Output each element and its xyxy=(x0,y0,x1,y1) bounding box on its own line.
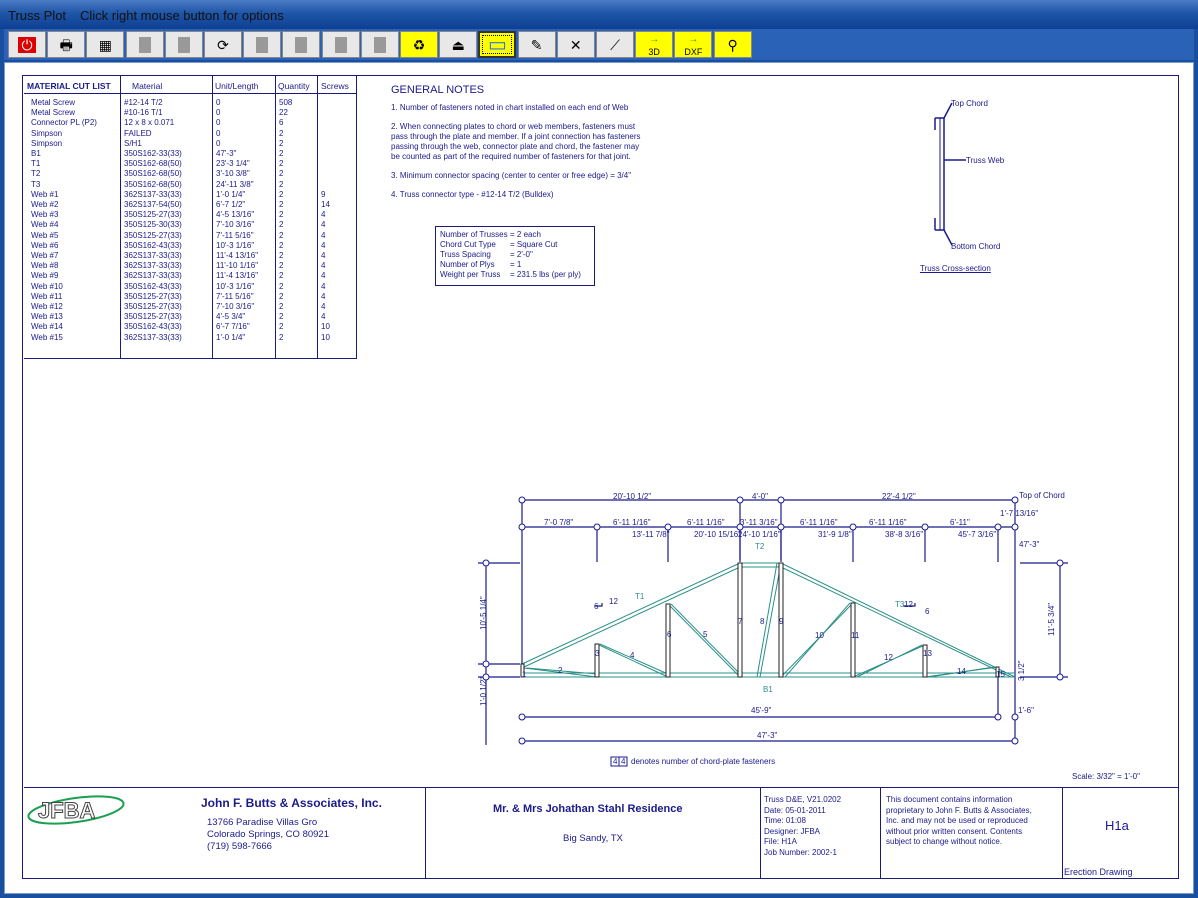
material-cell: 47'-3" xyxy=(216,149,237,158)
web-number: 1 xyxy=(522,670,527,679)
window-hint: Click right mouse button for options xyxy=(80,8,284,23)
material-cell: 7'-10 3/16" xyxy=(216,220,255,230)
material-header-title: MATERIAL CUT LIST xyxy=(27,81,111,91)
material-cell: 4 xyxy=(321,251,326,260)
info-designer: Designer: JFBA xyxy=(764,826,821,836)
svg-text:JFBA: JFBA xyxy=(38,798,96,823)
notes-title: GENERAL NOTES xyxy=(391,84,485,96)
pitch-run-left: 12 xyxy=(609,597,618,606)
material-cell: 24'-11 3/8" xyxy=(216,179,254,189)
summary-cell: Number of Plys xyxy=(440,260,495,269)
dim-cumulative: 24'-10 1/16" xyxy=(738,530,781,539)
summary-cell: = Square Cut xyxy=(510,240,558,249)
material-cell: 2 xyxy=(279,179,284,189)
note-4: 4. Truss connector type - #12-14 T/2 (Bulldex) xyxy=(391,190,554,199)
pitch-rise-right: 6 xyxy=(925,607,930,616)
material-header-quantity: Quantity xyxy=(278,81,310,91)
material-cell: 350S162-68(50) xyxy=(124,179,182,189)
info-version: Truss D&E, V21.0202 xyxy=(764,795,842,804)
material-cell: 2 xyxy=(279,128,284,138)
web-number: 9 xyxy=(779,617,784,626)
member-t3: T3 xyxy=(895,600,905,609)
material-cell: T2 xyxy=(31,169,41,179)
material-cell: 12 x 8 x 0.071 xyxy=(124,118,175,128)
web-number: 3 xyxy=(595,649,600,658)
material-cell: Simpson xyxy=(31,128,63,138)
dim-span-inner: 45'-9" xyxy=(751,706,772,715)
toolbar-button-label: DXF xyxy=(684,46,703,57)
material-cell: Simpson xyxy=(31,138,63,148)
material-cell: 10 xyxy=(321,322,330,332)
material-cell: 2 xyxy=(279,332,284,342)
graph-icon: ⟋ xyxy=(610,36,620,53)
dim-cumulative: 38'-8 3/16" xyxy=(885,530,924,539)
material-cell: Web #2 xyxy=(31,200,59,209)
material-cell: 4'-5 3/4" xyxy=(216,312,246,322)
web-number: 14 xyxy=(957,667,966,676)
material-cell: 4'-5 13/16" xyxy=(216,210,255,220)
material-cell: 350S162-68(50) xyxy=(124,159,182,169)
pin-icon: ✕ xyxy=(569,36,582,53)
note-2: 2. When connecting plates to chord or web members, fasteners must pass through the plate and member. If a joint connection has fasteners passing through the web, connector plate and chord, the fastener may be counted as part of the required number of fasteners for that joint. xyxy=(391,122,641,161)
material-cell: 2 xyxy=(279,149,284,158)
scale-label: Scale: 3/32" = 1'-0" xyxy=(1072,772,1140,781)
web-number: 8 xyxy=(760,617,765,626)
refresh-icon: ⟳ xyxy=(217,36,229,53)
legend-text: denotes number of chord-plate fasteners xyxy=(631,757,776,766)
material-cell: 2 xyxy=(279,220,284,230)
material-cell: 350S125-27(33) xyxy=(124,291,182,301)
material-cell: 6 xyxy=(279,118,284,128)
material-cell: 362S137-33(33) xyxy=(124,332,182,342)
dim-cumulative: 20'-10 15/16" xyxy=(694,530,742,539)
material-cell: #12-14 T/2 xyxy=(124,98,163,107)
material-cell: Web #14 xyxy=(31,322,63,332)
material-cell: 14 xyxy=(321,200,330,209)
material-cell: 2 xyxy=(279,312,284,322)
legend-box-b: 4 xyxy=(621,757,626,766)
disclaimer: This document contains information proprietary to John F. Butts & Associates, Inc. and may not be used or reproduced without prior written consent. Contents subject to change without notice. xyxy=(886,795,1032,846)
material-cell: 7'-10 3/16" xyxy=(216,302,255,311)
sheet-type: Erection Drawing xyxy=(1064,867,1133,877)
window-title: Truss Plot xyxy=(8,8,67,23)
material-cell: 10 xyxy=(321,332,330,342)
material-cell: Web #13 xyxy=(31,312,63,322)
edit-icon: ✎ xyxy=(530,36,543,53)
material-cell: 10'-3 1/16" xyxy=(216,281,255,291)
material-cell: 0 xyxy=(216,138,221,148)
material-cell: #10-16 T/1 xyxy=(124,108,163,118)
address-line-2: Colorado Springs, CO 80921 xyxy=(207,829,329,840)
dim-cumulative: 13'-11 7/8" xyxy=(632,530,670,539)
magnifier-icon: ⚲ xyxy=(727,36,738,53)
dim-left-heel: 1'-0 1/2" xyxy=(479,676,488,706)
phone: (719) 598-7666 xyxy=(207,841,272,852)
summary-cell: Number of Trusses xyxy=(440,230,508,239)
material-cell: 2 xyxy=(279,271,284,281)
web-number: 5 xyxy=(703,630,708,639)
material-cell: 11'-10 1/16" xyxy=(216,261,259,271)
document-icon: ▭ xyxy=(487,33,507,56)
dim-top-left: 20'-10 1/2" xyxy=(613,492,652,501)
info-date: Date: 05-01-2011 xyxy=(764,805,826,815)
material-cell: 2 xyxy=(279,281,284,291)
material-cell: T3 xyxy=(31,179,41,189)
label-top-chord: Top Chord xyxy=(951,99,988,108)
calculator-icon: ▦ xyxy=(98,36,112,53)
summary-cell: = 1 xyxy=(510,260,522,269)
drawing-info xyxy=(764,795,841,858)
top-of-chord-label: Top of Chord xyxy=(1019,491,1065,500)
web-number: 6 xyxy=(667,630,672,639)
material-header-material: Material xyxy=(132,81,163,91)
material-cell: Metal Screw xyxy=(31,108,76,118)
material-cell: Web #11 xyxy=(31,291,63,301)
project-location: Big Sandy, TX xyxy=(563,833,623,844)
web-number: 15 xyxy=(996,670,1005,679)
label-truss-web: Truss Web xyxy=(966,156,1005,165)
material-cell: 4 xyxy=(321,220,326,230)
summary-cell: Chord Cut Type xyxy=(440,240,496,249)
dim-cumulative: 31'-9 1/8" xyxy=(818,530,852,539)
material-cell: 2 xyxy=(279,251,284,260)
material-cell: 0 xyxy=(216,108,221,118)
pitch-run-right: 12 xyxy=(904,600,913,609)
material-cell: B1 xyxy=(31,149,41,158)
material-cell: 4 xyxy=(321,271,326,281)
material-cell: 10'-3 1/16" xyxy=(216,240,255,250)
material-cell: 2 xyxy=(279,138,284,148)
material-cell: 350S162-43(33) xyxy=(124,281,182,291)
dim-panel: 6'-11" xyxy=(950,518,970,527)
jfba-logo xyxy=(26,790,131,830)
export-3d-icon: → xyxy=(649,33,660,45)
material-cell: 4 xyxy=(321,302,326,311)
summary-cell: = 2 each xyxy=(510,230,541,239)
web-number: 7 xyxy=(738,617,743,626)
web-number: 11 xyxy=(851,631,860,640)
dim-right-offset: 1'-7 13/16" xyxy=(1000,509,1039,518)
material-cell: 1'-0 1/4" xyxy=(216,189,246,199)
info-job: Job Number: 2002-1 xyxy=(764,847,837,857)
note-1: 1. Number of fasteners noted in chart installed on each end of Web xyxy=(391,103,629,112)
dim-left-height: 10'-5 1/4" xyxy=(479,596,488,630)
label-bottom-chord: Bottom Chord xyxy=(951,242,1001,251)
material-cell: 4 xyxy=(321,312,326,322)
summary-cell: Truss Spacing xyxy=(440,250,491,259)
web-number: 12 xyxy=(884,653,893,662)
project-name: Mr. & Mrs Johathan Stahl Residence xyxy=(493,803,683,815)
company-name: John F. Butts & Associates, Inc. xyxy=(201,796,382,810)
material-cell: 4 xyxy=(321,240,326,250)
dim-right-heel: 3 1/2" xyxy=(1017,660,1026,681)
dim-right-height: 11'-5 3/4" xyxy=(1047,602,1056,636)
material-cell: Web #8 xyxy=(31,261,59,271)
material-header-screws: Screws xyxy=(321,81,349,91)
material-cell: 362S137-33(33) xyxy=(124,251,182,260)
material-cell: 350S162-33(33) xyxy=(124,149,182,158)
material-cell: 350S125-30(33) xyxy=(124,220,182,230)
material-cell: 11'-4 13/16" xyxy=(216,271,259,281)
summary-cell: = 231.5 lbs (per ply) xyxy=(510,270,581,279)
info-time: Time: 01:08 xyxy=(764,816,806,825)
material-cell: 2 xyxy=(279,169,284,179)
material-cell: 362S137-33(33) xyxy=(124,271,182,281)
info-file: File: H1A xyxy=(764,837,797,846)
material-cell: 11'-4 13/16" xyxy=(216,251,259,260)
web-number: 13 xyxy=(923,649,932,658)
dim-span-total: 47'-3" xyxy=(757,731,778,740)
summary-cell: = 2'-0" xyxy=(510,250,533,259)
dim-cumulative: 45'-7 3/16" xyxy=(958,530,997,539)
material-cell: 0 xyxy=(216,118,221,128)
material-cell: S/H1 xyxy=(124,138,142,148)
material-cell: 0 xyxy=(216,128,221,138)
dim-panel: 6'-11 1/16" xyxy=(869,518,907,527)
web-number: 10 xyxy=(815,631,824,640)
material-cell: 0 xyxy=(216,98,221,107)
dim-top-center: 4'-0" xyxy=(752,492,768,501)
material-cell: Metal Screw xyxy=(31,98,76,107)
printer-icon: 🖶 xyxy=(59,36,73,53)
material-cell: T1 xyxy=(31,159,41,169)
material-cell: 4 xyxy=(321,230,326,240)
material-cell: 6'-7 1/2" xyxy=(216,200,246,209)
material-cell: 4 xyxy=(321,281,326,291)
material-cell: Web #12 xyxy=(31,302,63,311)
material-cell: 7'-11 5/16" xyxy=(216,230,254,240)
material-cell: 2 xyxy=(279,302,284,311)
toolbar-button-label: 3D xyxy=(648,46,660,57)
material-cell: 9 xyxy=(321,189,326,199)
material-cell: 4 xyxy=(321,291,326,301)
export-dxf-icon: → xyxy=(688,33,699,45)
material-cell: 508 xyxy=(279,98,293,107)
material-cell: 2 xyxy=(279,240,284,250)
material-cell: FAILED xyxy=(124,128,152,138)
material-cell: 350S162-43(33) xyxy=(124,240,182,250)
material-cell: Web #7 xyxy=(31,251,59,260)
dim-panel: 3'-11 3/16" xyxy=(740,518,778,527)
material-cell: 2 xyxy=(279,291,284,301)
material-cell: Web #1 xyxy=(31,189,59,199)
web-number: 2 xyxy=(558,666,563,675)
material-cell: 350S162-68(50) xyxy=(124,169,182,179)
dim-panel: 6'-11 1/16" xyxy=(687,518,725,527)
web-number: 4 xyxy=(630,651,635,660)
material-cell: 350S125-27(33) xyxy=(124,302,182,311)
dim-panel: 6'-11 1/16" xyxy=(613,518,651,527)
address-line-1: 13766 Paradise Villas Gro xyxy=(207,817,318,828)
material-cell: 350S125-27(33) xyxy=(124,210,182,220)
material-cell: 350S125-27(33) xyxy=(124,230,182,240)
material-cell: Web #10 xyxy=(31,281,63,291)
pitch-rise-left: 6 xyxy=(594,602,599,611)
power-icon: ⏻ xyxy=(18,37,35,53)
material-cell: 2 xyxy=(279,200,284,209)
dim-cumulative: 47'-3" xyxy=(1019,540,1040,549)
bell-icon: ⏏ xyxy=(451,36,465,53)
material-cell: 362S137-33(33) xyxy=(124,261,182,271)
dim-panel: 6'-11 1/16" xyxy=(800,518,838,527)
material-cell: Web #3 xyxy=(31,210,59,220)
material-cell: Connector PL (P2) xyxy=(31,118,97,128)
material-cell: 2 xyxy=(279,261,284,271)
material-cell: Web #5 xyxy=(31,230,59,240)
note-3: 3. Minimum connector spacing (center to center or free edge) = 3/4" xyxy=(391,171,632,180)
legend-box-a: 4 xyxy=(613,757,618,766)
member-t1: T1 xyxy=(635,592,645,601)
sheet-number: H1a xyxy=(1105,818,1129,833)
material-cell: 2 xyxy=(279,189,284,199)
member-b1: B1 xyxy=(763,685,773,694)
material-cell: 2 xyxy=(279,230,284,240)
recycle-icon: ♻ xyxy=(412,36,426,53)
material-cell: 350S125-27(33) xyxy=(124,312,182,322)
summary-cell: Weight per Truss xyxy=(440,270,501,279)
material-cell: 6'-7 7/16" xyxy=(216,322,250,332)
material-cell: 4 xyxy=(321,210,326,220)
material-cell: 2 xyxy=(279,210,284,220)
material-cell: Web #9 xyxy=(31,271,59,281)
material-header-length: Unit/Length xyxy=(215,81,259,91)
material-cell: 23'-3 1/4" xyxy=(216,159,250,169)
dim-panel: 7'-0 7/8" xyxy=(544,518,574,527)
material-cell: 2 xyxy=(279,322,284,332)
member-t2: T2 xyxy=(755,542,765,551)
material-cell: 362S137-33(33) xyxy=(124,189,182,199)
material-cell: 7'-11 5/16" xyxy=(216,291,254,301)
material-cell: 362S137-54(50) xyxy=(124,200,182,209)
dim-top-right: 22'-4 1/2" xyxy=(882,492,916,501)
material-cell: 3'-10 3/8" xyxy=(216,169,250,179)
material-cell: Web #15 xyxy=(31,332,63,342)
material-cell: 1'-0 1/4" xyxy=(216,332,246,342)
material-cell: 22 xyxy=(279,108,288,118)
dim-overhang: 1'-6" xyxy=(1018,706,1034,715)
material-cell: 350S162-43(33) xyxy=(124,322,182,332)
cross-section-caption: Truss Cross-section xyxy=(920,264,991,273)
material-cell: 2 xyxy=(279,159,284,169)
material-cell: Web #4 xyxy=(31,220,59,230)
material-cell: 4 xyxy=(321,261,326,271)
material-cell: Web #6 xyxy=(31,240,59,250)
